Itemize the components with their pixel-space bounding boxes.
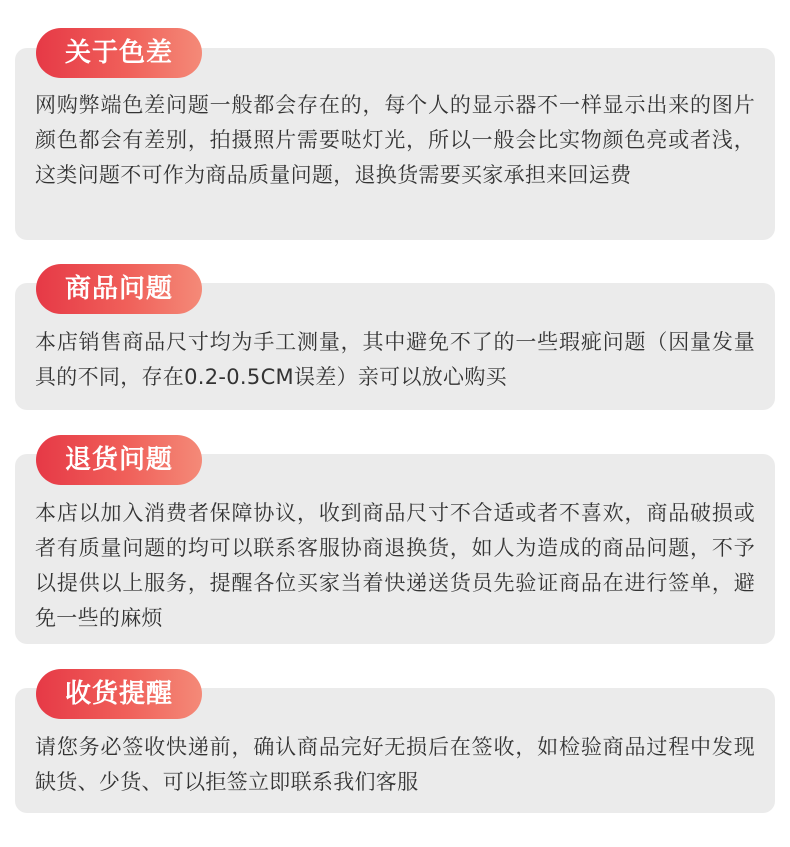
section-title-product-issues: 商品问题 (36, 264, 202, 314)
section-title-receiving-reminder: 收货提醒 (36, 669, 202, 719)
section-body-receiving-reminder: 请您务必签收快递前，确认商品完好无损后在签收，如检验商品过程中发现缺货、少货、可以拒签立即联系我们客服 (35, 735, 755, 794)
section-title-color-difference: 关于色差 (36, 28, 202, 78)
section-body-return-issues: 本店以加入消费者保障协议，收到商品尺寸不合适或者不喜欢，商品破损或者有质量问题的均可以联系客服协商退换货，如人为造成的商品问题，不予以提供以上服务，提醒各位买家当着快递送货员先验证商品在进行签单，避免一些的麻烦 (35, 501, 755, 630)
section-title-return-issues: 退货问题 (36, 435, 202, 485)
section-body-color-difference: 网购弊端色差问题一般都会存在的，每个人的显示器不一样显示出来的图片颜色都会有差别，拍摄照片需要哒灯光，所以一般会比实物颜色亮或者浅，这类问题不可作为商品质量问题，退换货需要买家承担来回运费 (35, 93, 755, 187)
section-body-product-issues: 本店销售商品尺寸均为手工测量，其中避免不了的一些瑕疵问题（因量发量具的不同，存在0.2-0.5CM误差）亲可以放心购买 (35, 330, 755, 389)
